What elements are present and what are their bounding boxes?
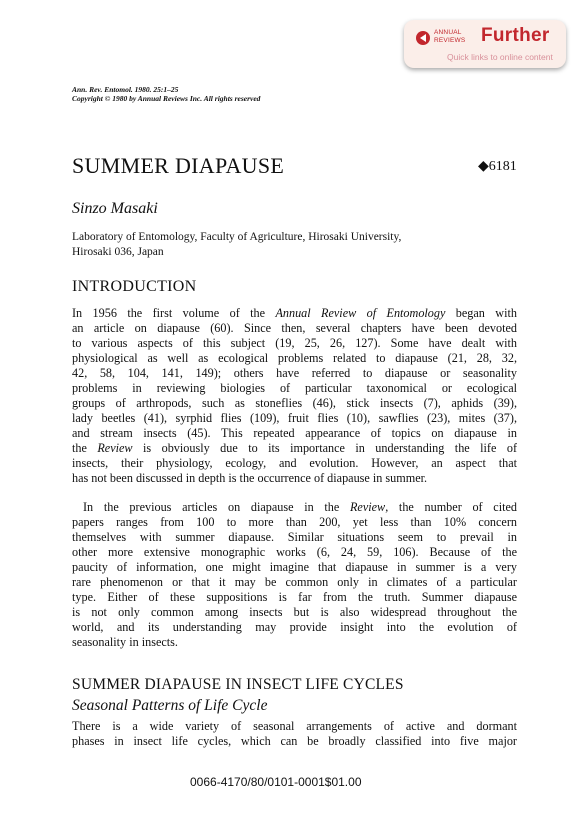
text-line: problems in reviewing biologies of particular taxonomical or ecological xyxy=(72,381,517,395)
text-line: rare phenomenon or that it may be common only in climates of a particular xyxy=(72,575,517,589)
text-line: an article on diapause (60). Since then, several chapters have been devoted xyxy=(72,321,517,335)
text-line: In the previous articles on diapause in the Review, the number of cited xyxy=(83,500,517,514)
text-line: groups of arthropods, such as stoneflies (46), stick insects (7), aphids (39), xyxy=(72,396,517,410)
text-line: themselves with summer diapause. Similar situations seem to prevail in xyxy=(72,530,517,544)
badge-publisher xyxy=(434,29,465,44)
text-line: the Review is obviously due to its importance in understanding the life of xyxy=(72,441,517,455)
text-line: 42, 58, 104, 141, 149); others have referred to diapause or seasonality xyxy=(72,366,517,380)
further-badge[interactable] xyxy=(404,20,566,68)
article-title: SUMMER DIAPAUSE xyxy=(72,153,285,178)
author-affiliation xyxy=(72,230,472,260)
badge-publisher-line2: REVIEWS xyxy=(434,36,466,44)
text-line: phases in insect life cycles, which can be broadly classified into five major xyxy=(72,734,517,748)
text-line: to various aspects of this subject (19, 25, 26, 127). Some have dealt with xyxy=(72,336,517,350)
text-line: seasonality in insects. xyxy=(72,635,178,649)
text-line: other more extensive monographic works (6, 24, 59, 106). Because of the xyxy=(72,545,517,559)
text-line: has not been discussed in depth is the occurrence of diapause in summer. xyxy=(72,471,428,485)
text-line: lady beetles (41), syrphid flies (109), fruit flies (10), sawflies (23), mites (37), xyxy=(72,411,517,425)
subsection-heading-seasonal-patterns: Seasonal Patterns of Life Cycle xyxy=(72,697,268,714)
text-line: paucity of information, one might imagine that diapause in summer is a very xyxy=(72,560,517,574)
text-line: In 1956 the first volume of the Annual Review of Entomology began with xyxy=(72,306,517,320)
text-line: papers ranges from 100 to more than 200, yet less than 10% concern xyxy=(72,515,517,529)
section-heading-introduction: INTRODUCTION xyxy=(72,278,197,295)
annual-reviews-logo-icon xyxy=(416,31,430,45)
text-line: world, and its understanding may provide insight into the evolution of xyxy=(72,620,517,634)
text-line: type. Either of these suppositions is far from the truth. Summer diapause xyxy=(72,590,517,604)
section-heading-summer-diapause: SUMMER DIAPAUSE IN INSECT LIFE CYCLES xyxy=(72,676,404,693)
affiliation-line-1: Laboratory of Entomology, Faculty of Agriculture, Hirosaki University, xyxy=(72,231,402,243)
badge-subtitle: Quick links to online content xyxy=(447,52,553,62)
citation-line-1: Ann. Rev. Entomol. 1980. 25:1–25 xyxy=(72,85,179,94)
text-line: There is a wide variety of seasonal arrangements of active and dormant xyxy=(72,719,517,733)
citation-line-2: Copyright © 1980 by Annual Reviews Inc. All rights reserved xyxy=(72,94,261,103)
journal-citation xyxy=(72,85,260,103)
badge-publisher-line1: ANNUAL xyxy=(434,29,462,36)
paragraph-seasonal xyxy=(72,719,517,749)
text-line: and stream insects (45). This repeated appearance of topics on diapause in xyxy=(72,426,517,440)
text-line: physiological as well as ecological problems related to diapause (21, 28, 32, xyxy=(72,351,517,365)
text-line: insects, their physiology, ecology, and evolution. However, an aspect that xyxy=(72,456,517,470)
paragraph-intro-1 xyxy=(72,306,517,486)
affiliation-line-2: Hirosaki 036, Japan xyxy=(72,246,164,258)
text-line: is not only common among insects but is also widespread throughout the xyxy=(72,605,517,619)
badge-further-label: Further xyxy=(481,25,550,46)
author-name: Sinzo Masaki xyxy=(72,200,158,217)
page-footer-code: 0066-4170/80/0101-0001$01.00 xyxy=(190,775,362,789)
paragraph-intro-2 xyxy=(72,500,517,650)
article-code: ◆6181 xyxy=(478,159,517,174)
